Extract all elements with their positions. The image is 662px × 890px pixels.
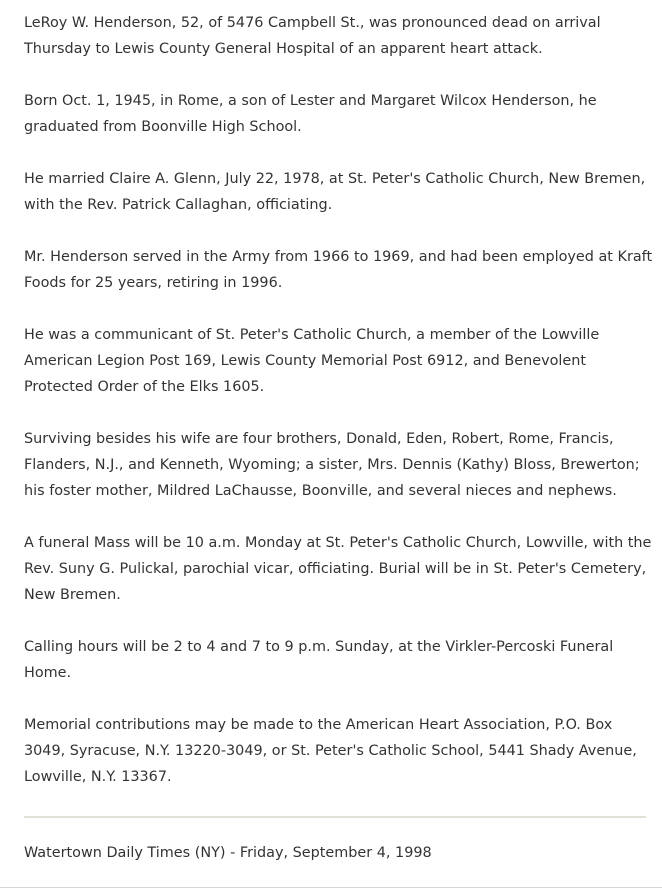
obituary-paragraph-survivors: Surviving besides his wife are four brothers, Donald, Eden, Robert, Rome, Francis, Flanders, N.J., and Kenneth, Wyoming; a sister, Mrs. Dennis (Kathy) Bloss, Brewerton; his foster mother, Mildred LaChausse, Boonville, and several nieces and nephews. <box>24 431 640 499</box>
obituary-paragraph-birth: Born Oct. 1, 1945, in Rome, a son of Lester and Margaret Wilcox Henderson, he graduated from Boonville High School. <box>24 93 597 135</box>
obituary-paragraph-memberships: He was a communicant of St. Peter's Catholic Church, a member of the Lowville American Legion Post 169, Lewis County Memorial Post 6912, and Benevolent Protected Order of the Elks 1605. <box>24 327 600 395</box>
obituary-paragraph-funeral: A funeral Mass will be 10 a.m. Monday at St. Peter's Catholic Church, Lowville, with the Rev. Suny G. Pulickal, parochial vicar, officiating. Burial will be in St. Peter's Cemetery, New Bremen. <box>24 535 652 603</box>
obituary-paragraph-death: LeRoy W. Henderson, 52, of 5476 Campbell St., was pronounced dead on arrival Thursday to Lewis County General Hospital of an apparent heart attack. <box>24 15 601 57</box>
source-citation: Watertown Daily Times (NY) - Friday, September 4, 1998 <box>24 845 432 861</box>
obituary-paragraph-career: Mr. Henderson served in the Army from 1966 to 1969, and had been employed at Kraft Foods for 25 years, retiring in 1996. <box>24 249 653 291</box>
obituary-paragraph-marriage: He married Claire A. Glenn, July 22, 1978, at St. Peter's Catholic Church, New Bremen, with the Rev. Patrick Callaghan, officiating. <box>24 171 646 213</box>
section-divider <box>24 816 646 818</box>
obituary-paragraph-memorials: Memorial contributions may be made to the American Heart Association, P.O. Box 3049, Syracuse, N.Y. 13220-3049, or St. Peter's Catholic School, 5441 Shady Avenue, Lowville, N.Y. 13367. <box>24 717 637 785</box>
obituary-paragraph-calling-hours: Calling hours will be 2 to 4 and 7 to 9 p.m. Sunday, at the Virkler-Percoski Funeral Home. <box>24 639 614 681</box>
bottom-divider <box>0 887 662 888</box>
obituary-body <box>24 10 654 816</box>
